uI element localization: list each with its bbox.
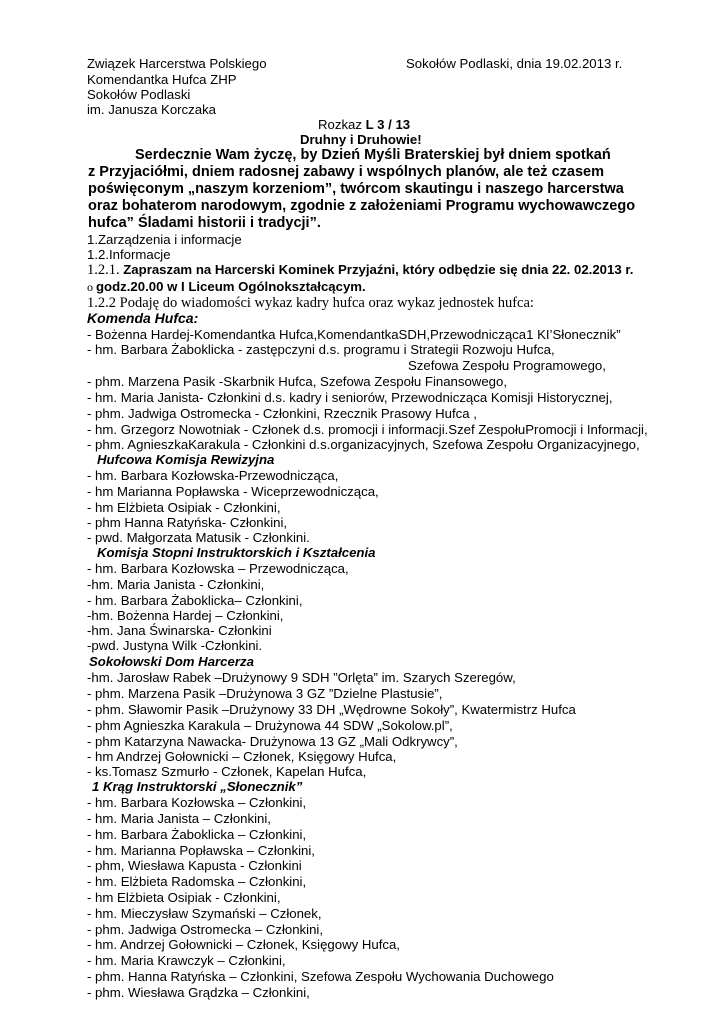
komenda-line-5: - hm. Maria Janista- Członkini d.s. kadry i seniorów, Przewodnicząca Komisji Historycznej,: [87, 390, 613, 405]
stopni-line-6: -pwd. Justyna Wilk -Członkini.: [87, 638, 263, 653]
komenda-line-1: - Bożenna Hardej-Komendantka Hufca,KomendantkaSDH,Przewodnicząca1 KI’Słonecznik”: [87, 327, 621, 342]
krag-line-1: - hm. Barbara Kozłowska – Członkini,: [87, 795, 307, 810]
rewizyjna-line-5: - pwd. Małgorzata Matusik - Członkini.: [87, 530, 310, 545]
krag-line-8: - hm. Mieczysław Szymański – Członek,: [87, 906, 322, 921]
krag-line-10: - hm. Andrzej Gołownicki – Członek, Księgowy Hufca,: [87, 937, 400, 952]
stopni-line-3: - hm. Barbara Żaboklicka– Członkini,: [87, 593, 303, 608]
krag-line-2: - hm. Maria Janista – Członkini,: [87, 811, 271, 826]
greeting-line-2: z Przyjaciółmi, dniem radosnej zabawy i wspólnych planów, ale też czasem: [88, 164, 604, 180]
section-1-2-1-text: Zapraszam na Harcerski Kominek Przyjaźni, który odbędzie się dnia 22. 02.2013 r.: [123, 262, 634, 277]
greeting-line-4: oraz bohaterom narodowym, zgodnie z założeniami Programu wychowawczego: [88, 198, 636, 214]
komenda-line-6: - phm. Jadwiga Ostromecka - Członkini, Rzecznik Prasowy Hufca ,: [87, 406, 477, 421]
section-1-2-1: [87, 262, 633, 278]
komenda-line-2: - hm. Barbara Żaboklicka - zastępczyni d.s. programu i Strategii Rozwoju Hufca,: [87, 342, 555, 357]
stopni-line-1: - hm. Barbara Kozłowska – Przewodnicząca,: [87, 561, 349, 576]
order-number: L 3 / 13: [365, 117, 411, 132]
dom-line-2: - phm. Marzena Pasik –Drużynowa 3 GZ ”Dzielne Plastusie”,: [87, 686, 443, 701]
dom-line-4: - phm Agnieszka Karakula – Drużynowa 44 SDW „Sokolow.pl”,: [87, 718, 453, 733]
section-1-2-1-number: 1.2.1.: [87, 262, 124, 278]
dom-line-1: -hm. Jarosław Rabek –Drużynowy 9 SDH ”Orlęta” im. Szarych Szeregów,: [87, 670, 516, 685]
rewizyjna-line-2: - hm Marianna Popławska - Wiceprzewodnicząca,: [87, 484, 379, 499]
stopni-line-4: -hm. Bożenna Hardej – Członkini,: [87, 608, 284, 623]
krag-line-12: - phm. Hanna Ratyńska – Członkini, Szefowa Zespołu Wychowania Duchowego: [87, 969, 554, 984]
komenda-line-4: - phm. Marzena Pasik -Skarbnik Hufca, Szefowa Zespołu Finansowego,: [87, 374, 507, 389]
dom-title: Sokołowski Dom Harcerza: [89, 654, 254, 669]
komenda-line-8: - phm. AgnieszkaKarakula - Członkini d.s.organizacyjnych, Szefowa Zespołu Organizacyjnego,: [87, 437, 640, 452]
komenda-title: Komenda Hufca:: [87, 310, 199, 326]
komenda-line-3: Szefowa Zespołu Programowego,: [408, 358, 606, 373]
date-line: Sokołów Podlaski, dnia 19.02.2013 r.: [406, 56, 623, 71]
section-1: 1.Zarządzenia i informacje: [87, 232, 242, 247]
stopni-line-2: -hm. Maria Janista - Członkini,: [87, 577, 265, 592]
krag-line-3: - hm. Barbara Żaboklicka – Członkini,: [87, 827, 307, 842]
greeting-line-1: Serdecznie Wam życzę, by Dzień Myśli Braterskiej był dniem spotkań: [135, 147, 611, 163]
dom-line-7: - ks.Tomasz Szmurło - Członek, Kapelan Hufca,: [87, 764, 367, 779]
krag-line-7: - hm Elżbieta Osipiak - Członkini,: [87, 890, 281, 905]
section-1-2-1-cont-text: godz.20.00 w I Liceum Ogólnokształcącym.: [96, 279, 366, 294]
rewizyjna-line-3: - hm Elżbieta Osipiak - Członkini,: [87, 500, 281, 515]
krag-line-5: - phm, Wiesława Kapusta - Członkini: [87, 858, 302, 873]
section-1-2: 1.2.Informacje: [87, 247, 171, 262]
greeting-line-3: poświęconym „naszym korzeniom”, twórcom skautingu i naszego harcerstwa: [88, 181, 624, 197]
stopni-line-5: -hm. Jana Świnarska- Członkini: [87, 623, 272, 638]
section-1-2-2: 1.2.2 Podaję do wiadomości wykaz kadry hufca oraz wykaz jednostek hufca:: [87, 295, 534, 311]
dom-line-6: - hm Andrzej Gołownicki – Członek, Księgowy Hufca,: [87, 749, 397, 764]
salutation: Druhny i Druhowie!: [300, 132, 422, 147]
order-label: Rozkaz: [318, 117, 366, 132]
dom-line-3: - phm. Sławomir Pasik –Drużynowy 33 DH „Wędrowne Sokoły”, Kwatermistrz Hufca: [87, 702, 576, 717]
rewizyjna-title: Hufcowa Komisja Rewizyjna: [97, 452, 275, 467]
krag-line-6: - hm. Elżbieta Radomska – Członkini,: [87, 874, 307, 889]
org-line-3: Sokołów Podlaski: [87, 87, 191, 102]
dom-line-5: - phm Katarzyna Nawacka- Drużynowa 13 GZ „Mali Odkrywcy”,: [87, 734, 458, 749]
section-1-2-1-prefix: o: [87, 280, 96, 294]
krag-line-11: - hm. Maria Krawczyk – Członkini,: [87, 953, 286, 968]
krag-line-4: - hm. Marianna Popławska – Członkini,: [87, 843, 315, 858]
org-line-4: im. Janusza Korczaka: [87, 102, 216, 117]
section-1-2-1-cont: [87, 279, 366, 295]
greeting-line-5: hufca” Śladami historii i tradycji”.: [88, 215, 321, 231]
krag-line-13: - phm. Wiesława Grądzka – Członkini,: [87, 985, 310, 1000]
komenda-line-7: - hm. Grzegorz Nowotniak - Członek d.s. promocji i informacji.Szef ZespołuPromocji i Informacji,: [87, 422, 648, 437]
rewizyjna-line-1: - hm. Barbara Kozłowska-Przewodnicząca,: [87, 468, 339, 483]
order-title: [318, 117, 410, 133]
org-line-1: Związek Harcerstwa Polskiego: [87, 56, 267, 71]
rewizyjna-line-4: - phm Hanna Ratyńska- Członkini,: [87, 515, 288, 530]
krag-title: 1 Krąg Instruktorski „Słonecznik”: [92, 779, 303, 794]
krag-line-9: - phm. Jadwiga Ostromecka – Członkini,: [87, 922, 323, 937]
stopni-title: Komisja Stopni Instruktorskich i Kształcenia: [97, 545, 376, 560]
org-line-2: Komendantka Hufca ZHP: [87, 72, 237, 87]
